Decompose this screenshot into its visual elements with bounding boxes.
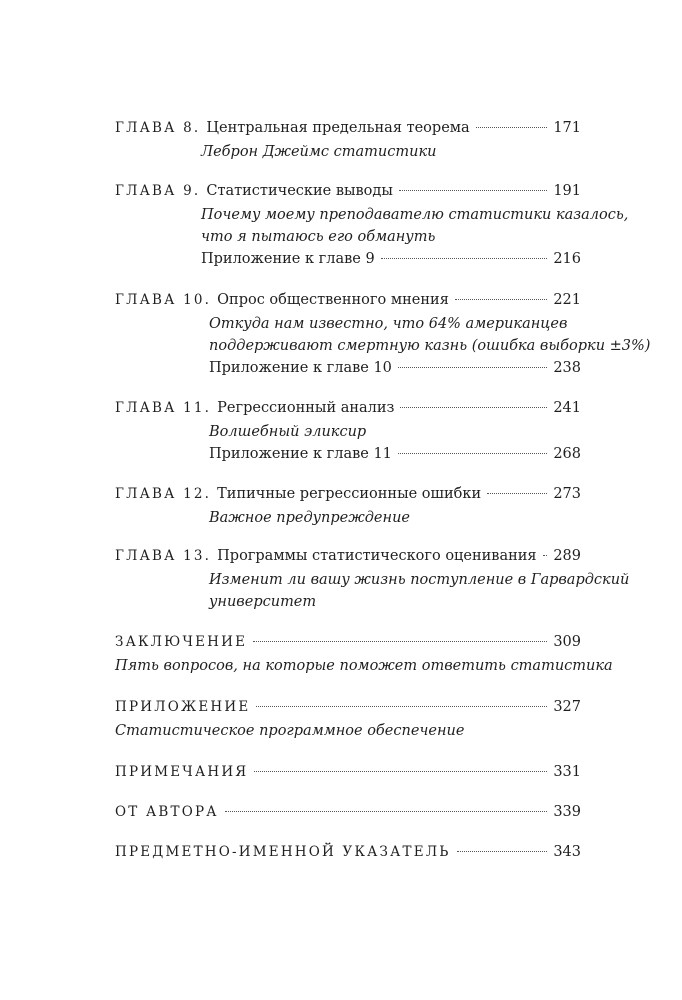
dot-leader xyxy=(254,771,547,772)
dot-leader xyxy=(381,258,548,259)
toc-entry-appendix xyxy=(115,697,581,717)
dot-leader xyxy=(398,453,547,454)
chapter-title: Регрессионный анализ xyxy=(217,400,395,416)
page-number: 339 xyxy=(553,804,581,820)
dot-leader xyxy=(398,367,547,368)
dot-leader xyxy=(487,493,547,494)
toc-entry-author xyxy=(115,802,581,822)
section-label: ПРЕДМЕТНО-ИМЕННОЙ УКАЗАТЕЛЬ xyxy=(115,844,451,860)
page-number: 221 xyxy=(553,292,581,308)
chapter-label: ГЛАВА 9. xyxy=(115,183,201,199)
page-number: 331 xyxy=(553,764,581,780)
toc-page xyxy=(115,0,651,1000)
chapter-label: ГЛАВА 13. xyxy=(115,548,212,564)
page-number: 171 xyxy=(553,120,581,136)
chapter-subtitle-line-1: Откуда нам известно, что 64% американцев xyxy=(209,316,568,332)
toc-entry-ch12 xyxy=(115,484,581,504)
page-number: 216 xyxy=(553,251,581,267)
chapter-label: ГЛАВА 11. xyxy=(115,400,212,416)
appendix-title: Приложение к главе 10 xyxy=(209,360,392,376)
chapter-subtitle-line-1: Изменит ли вашу жизнь поступление в Гарвардский xyxy=(209,572,630,588)
page-number: 191 xyxy=(553,183,581,199)
toc-entry-ch13 xyxy=(115,546,581,566)
section-subtitle: Пять вопросов, на которые поможет ответить статистика xyxy=(115,658,613,674)
chapter-subtitle-line-2: что я пытаюсь его обмануть xyxy=(201,229,436,245)
page-number: 327 xyxy=(553,699,581,715)
section-label: ОТ АВТОРА xyxy=(115,804,219,820)
chapter-appendix-entry xyxy=(209,444,581,464)
dot-leader xyxy=(225,811,548,812)
chapter-subtitle: Леброн Джеймс статистики xyxy=(201,144,437,160)
chapter-label: ГЛАВА 10. xyxy=(115,292,212,308)
dot-leader xyxy=(476,127,548,128)
dot-leader xyxy=(455,299,547,300)
chapter-subtitle-line-2: поддерживают смертную казнь (ошибка выборки ±3%) xyxy=(209,338,651,354)
page-number: 241 xyxy=(553,400,581,416)
appendix-title: Приложение к главе 9 xyxy=(201,251,375,267)
dot-leader xyxy=(399,190,547,191)
dot-leader xyxy=(400,407,547,408)
page-number: 343 xyxy=(553,844,581,860)
toc-entry-ch9 xyxy=(115,181,581,201)
section-label: ПРИЛОЖЕНИЕ xyxy=(115,699,251,715)
dot-leader xyxy=(253,641,547,642)
dot-leader xyxy=(457,851,548,852)
chapter-title: Программы статистического оценивания xyxy=(217,548,537,564)
chapter-label: ГЛАВА 8. xyxy=(115,120,201,136)
toc-entry-ch11 xyxy=(115,398,581,418)
toc-entry-conclusion xyxy=(115,632,581,652)
dot-leader xyxy=(256,706,547,707)
dot-leader xyxy=(543,555,548,556)
toc-entry-notes xyxy=(115,762,581,782)
page-number: 273 xyxy=(553,486,581,502)
section-label: ПРИМЕЧАНИЯ xyxy=(115,764,249,780)
chapter-subtitle: Волшебный эликсир xyxy=(209,424,367,440)
chapter-subtitle-line-2: университет xyxy=(209,594,317,610)
toc-entry-index xyxy=(115,842,581,862)
chapter-appendix-entry xyxy=(209,358,581,378)
chapter-title: Опрос общественного мнения xyxy=(217,292,449,308)
chapter-title: Типичные регрессионные ошибки xyxy=(217,486,482,502)
appendix-title: Приложение к главе 11 xyxy=(209,446,392,462)
toc-entry-ch8 xyxy=(115,118,581,138)
section-subtitle: Статистическое программное обеспечение xyxy=(115,723,465,739)
page-number: 268 xyxy=(553,446,581,462)
chapter-appendix-entry xyxy=(201,249,581,269)
section-label: ЗАКЛЮЧЕНИЕ xyxy=(115,634,248,650)
toc-entry-ch10 xyxy=(115,290,581,310)
chapter-label: ГЛАВА 12. xyxy=(115,486,212,502)
page-number: 238 xyxy=(553,360,581,376)
chapter-title: Статистические выводы xyxy=(206,183,393,199)
chapter-subtitle: Важное предупреждение xyxy=(209,510,410,526)
page-number: 289 xyxy=(553,548,581,564)
page-number: 309 xyxy=(553,634,581,650)
chapter-title: Центральная предельная теорема xyxy=(206,120,470,136)
chapter-subtitle-line-1: Почему моему преподавателю статистики казалось, xyxy=(201,207,629,223)
